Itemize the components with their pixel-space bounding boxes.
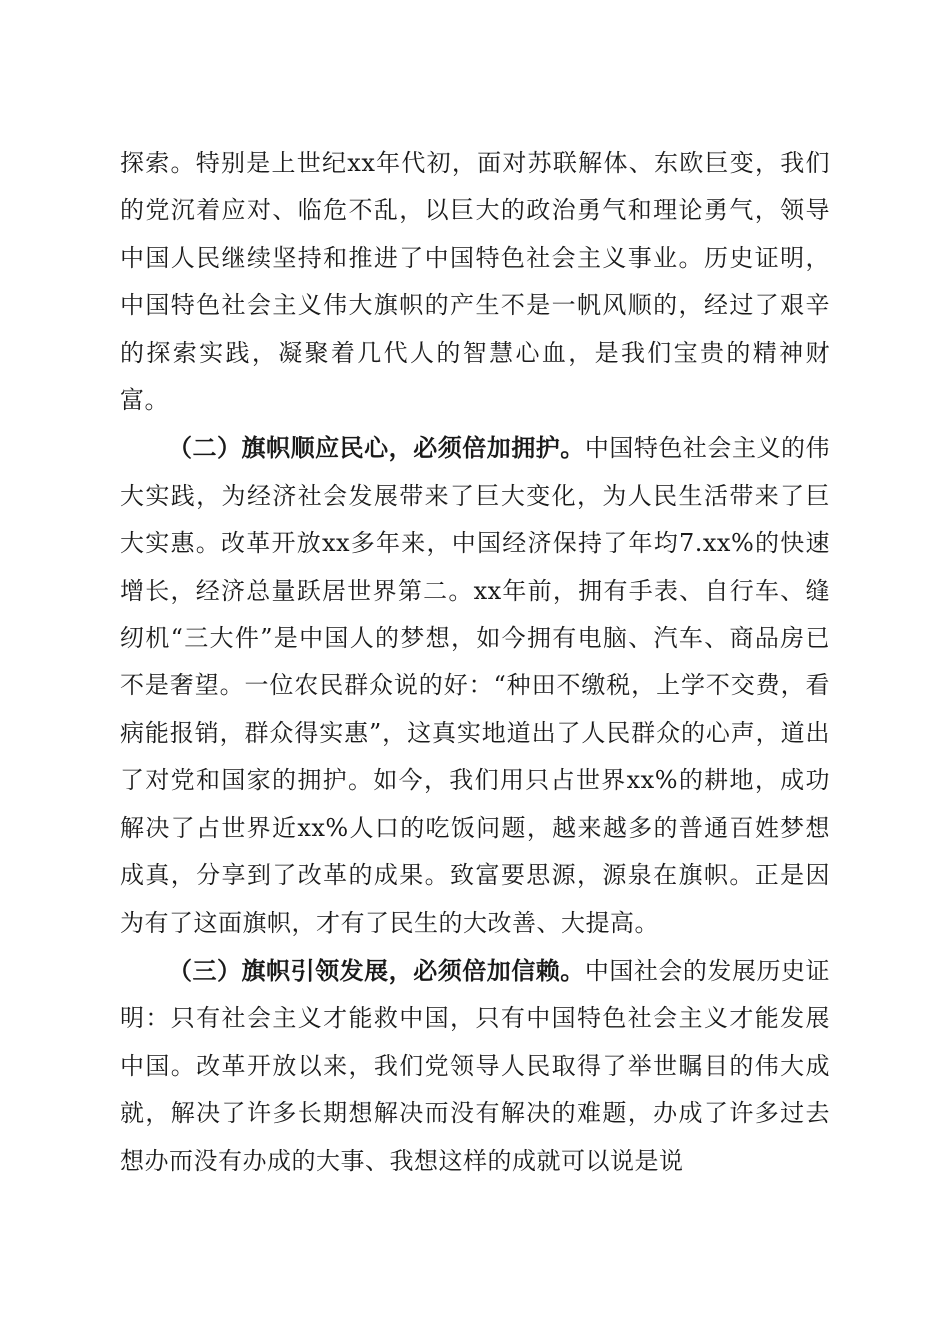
paragraph-2 [120, 424, 830, 946]
paragraph-1 [120, 140, 830, 424]
document-body [120, 140, 830, 1185]
paragraph-1-text: 探索。特别是上世纪xx年代初，面对苏联解体、东欧巨变，我们的党沉着应对、临危不乱，以巨大的政治勇气和理论勇气，领导中国人民继续坚持和推进了中国特色社会主义事业。历史证明，中国特色社会主义伟大旗帜的产生不是一帆风顺的，经过了艰辛的探索实践，凝聚着几代人的智慧心血，是我们宝贵的精神财富。 [120, 149, 830, 415]
section-heading-3: （三）旗帜引领发展，必须倍加信赖。 [168, 955, 585, 985]
paragraph-3 [120, 947, 830, 1185]
paragraph-3-text: 中国社会的发展历史证明：只有社会主义才能救中国，只有中国特色社会主义才能发展中国。改革开放以来，我们党领导人民取得了举世瞩目的伟大成就，解决了许多长期想解决而没有解决的难题，办成了许多过去想办而没有办成的大事、我想这样的成就可以说是说 [120, 956, 831, 1175]
section-heading-2: （二）旗帜顺应民心，必须倍加拥护。 [168, 433, 585, 463]
paragraph-2-text: 中国特色社会主义的伟大实践，为经济社会发展带来了巨大变化，为人民生活带来了巨大实惠。改革开放xx多年来，中国经济保持了年均7.xx%的快速增长，经济总量跃居世界第二。xx年前，拥有手表、自行车、缝纫机“三大件”是中国人的梦想，如今拥有电脑、汽车、商品房已不是奢望。一位农民群众说的好：“种田不缴税，上学不交费，看病能报销，群众得实惠”，这真实地道出了人民群众的心声，道出了对党和国家的拥护。如今，我们用只占世界xx%的耕地，成功解决了占世界近xx%人口的吃饭问题，越来越多的普通百姓梦想成真，分享到了改革的成果。致富要思源，源泉在旗帜。正是因为有了这面旗帜，才有了民生的大改善、大提高。 [120, 434, 831, 937]
